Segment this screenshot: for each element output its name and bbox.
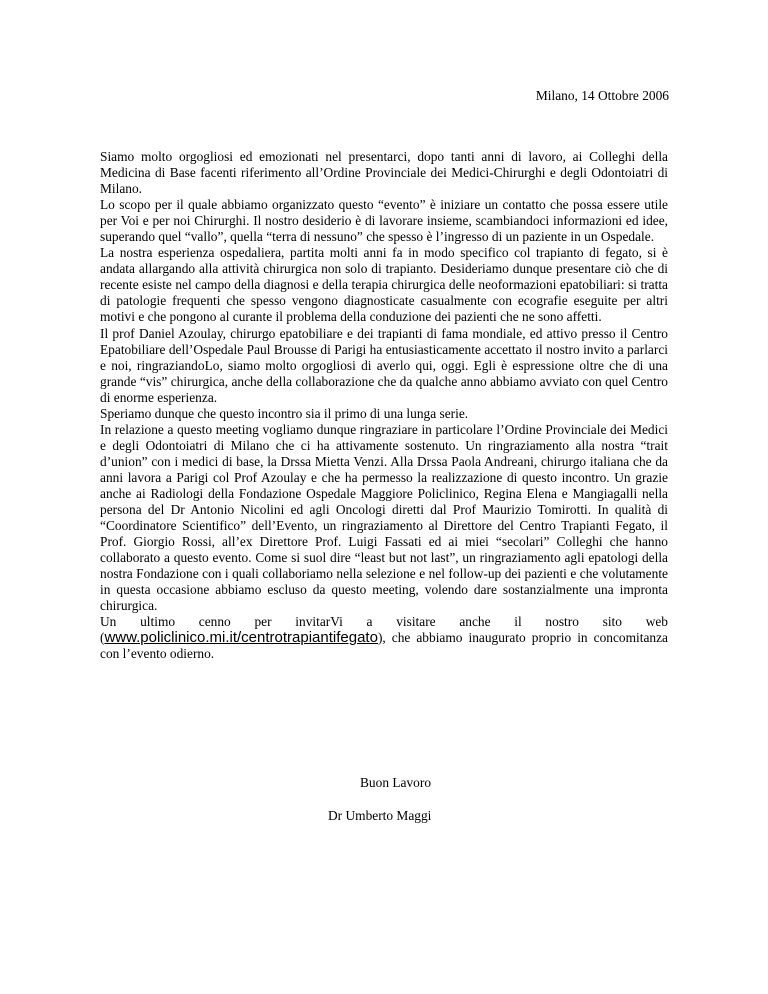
- paragraph-intro: Siamo molto orgogliosi ed emozionati nel presentarci, dopo tanti anni di lavoro, ai Colleghi della Medicina di Base facenti riferimento all’Ordine Provinciale dei Medici-Chirurghi e degli Odontoiatri di Milano.: [100, 149, 668, 197]
- paragraph-website: [100, 614, 668, 662]
- website-text-before: Un ultimo cenno per invitarVi a visitare anche il nostro sito web (: [100, 614, 668, 646]
- paragraph-azoulay: Il prof Daniel Azoulay, chirurgo epatobiliare e dei trapianti di fama mondiale, ed attivo presso il Centro Epatobiliare dell’Ospedale Paul Brousse di Parigi ha entusiasticamente accettato il nostro invito a parlarci e noi, ringraziandoLo, siamo molto orgogliosi di averlo qui, oggi. Egli è espressione oltre che di una grande “vis” chirurgica, anche della collaborazione che da qualche anno abbiamo avviato con quel Centro di enorme esperienza.: [100, 325, 668, 405]
- letter-date: Milano, 14 Ottobre 2006: [535, 88, 669, 103]
- paragraph-experience: La nostra esperienza ospedaliera, partita molti anni fa in modo specifico col trapianto di fegato, si è andata allargando alla attività chirurgica non solo di trapianto. Desideriamo dunque presentare ciò che di recente esiste nel campo della diagnosi e della terapia chirurgica delle neoformazioni epatobiliari: si tratta di patologie frequenti che spesso vengono diagnosticate casualmente con ecografie eseguite per altri motivi e che pongono al curante il problema della conduzione dei pazienti che ne sono affetti.: [100, 245, 668, 325]
- website-text-after: ), che abbiamo inaugurato proprio in concomitanza con l’evento odierno.: [100, 630, 668, 662]
- closing-greeting: Buon Lavoro: [360, 775, 432, 790]
- paragraph-thanks: In relazione a questo meeting vogliamo dunque ringraziare in particolare l’Ordine Provinciale dei Medici e degli Odontoiatri di Milano che ci ha attivamente sostenuto. Un ringraziamento alla nostra “trait d’union” con i medici di base, la Drssa Mietta Venzi. Alla Drssa Paola Andreani, chirurgo italiana che da anni lavora a Parigi col Prof Azoulay e che ha permesso la realizzazione di questo incontro. Un grazie anche ai Radiologi della Fondazione Ospedale Maggiore Policlinico, Regina Elena e Mangiagalli nella persona del Dr Antonio Nicolini ed agli Oncologi diretti dal Prof Maurizio Tomirotti. In qualità di “Coordinatore Scientifico” dell’Evento, un ringraziamento al Direttore del Centro Trapianti Fegato, il Prof. Giorgio Rossi, all’ex Direttore Prof. Luigi Fassati ed ai miei “secolari” Colleghi che hanno collaborato a questo evento. Come si suol dire “least but not last”, un ringraziamento agli epatologi della nostra Fondazione con i quali collaboriamo nella selezione e nel follow-up dei pazienti e che volutamente in questa occasione abbiamo escluso da questo meeting, volendo dare sostanzialmente una impronta chirurgica.: [100, 421, 668, 614]
- paragraph-purpose: Lo scopo per il quale abbiamo organizzato questo “evento” è iniziare un contatto che possa essere utile per Voi e per noi Chirurghi. Il nostro desiderio è di lavorare insieme, scambiandoci informazioni ed idee, superando quel “vallo”, quella “terra di nessuno” che spesso è l’ingresso di un paziente in un Ospedale.: [100, 197, 668, 245]
- paragraph-hope: Speriamo dunque che questo incontro sia il primo di una lunga serie.: [100, 405, 469, 421]
- website-link[interactable]: www.policlinico.mi.it/centrotrapiantifegato: [104, 629, 378, 647]
- letter-body: [100, 149, 668, 663]
- signature: Dr Umberto Maggi: [328, 808, 432, 823]
